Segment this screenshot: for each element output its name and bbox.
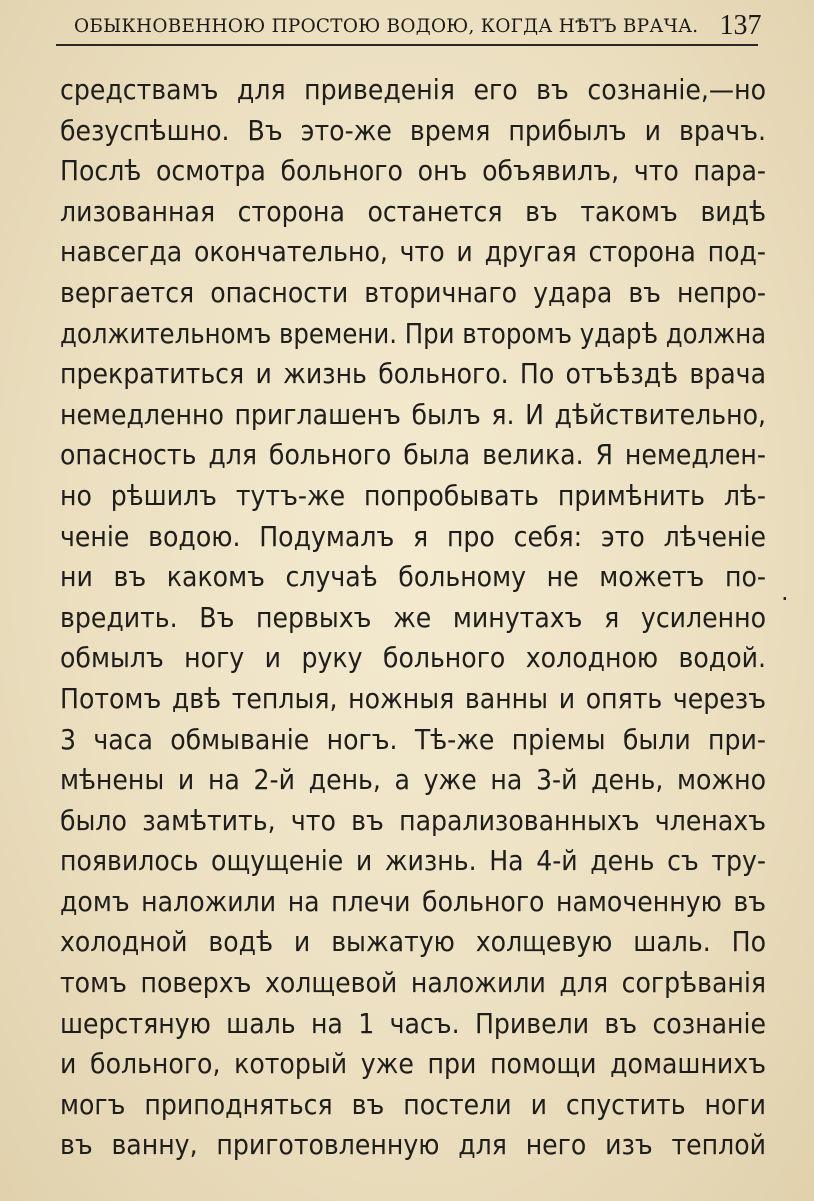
text-line: Потомъ двѣ теплыя, ножныя ванны и опять черезъ xyxy=(60,681,766,715)
text-line: домъ наложили на плечи больного намоченную въ xyxy=(60,884,766,918)
text-line: должительномъ времени. При второмъ ударѣ должна xyxy=(60,316,766,350)
text-line: средствамъ для приведенія его въ сознаніе,—но xyxy=(60,73,766,106)
margin-mark: · xyxy=(781,585,789,613)
text-line: томъ поверхъ холщевой наложили для согрѣванія xyxy=(60,966,766,1000)
text-line: лизованная сторона останется въ такомъ видѣ xyxy=(60,194,766,228)
text-line: безуспѣшно. Въ это-же время прибылъ и врачъ. xyxy=(60,113,766,147)
text-line: могъ приподняться въ постели и спустить ноги xyxy=(60,1087,766,1121)
text-line: ни въ какомъ случаѣ больному не можетъ по- xyxy=(60,560,766,594)
text-line: появилось ощущеніе и жизнь. На 4-й день съ тру- xyxy=(60,844,766,878)
text-line: ченіе водою. Подумалъ я про себя: это лѣченіе xyxy=(60,519,766,553)
text-line: навсегда окончательно, что и другая сторона под- xyxy=(60,235,766,269)
text-line: было замѣтить, что въ парализованныхъ членахъ xyxy=(60,803,766,837)
text-line: но рѣшилъ тутъ-же попробывать примѣнить лѣ- xyxy=(60,478,766,512)
text-line: немедленно приглашенъ былъ я. И дѣйствительно, xyxy=(60,397,766,431)
running-title: ОБЫКНОВЕННОЮ ПРОСТОЮ ВОДОЮ, КОГДА НѢТЪ ВРАЧА. xyxy=(74,15,699,37)
body-text xyxy=(60,70,766,1166)
page-number: 137 xyxy=(719,10,762,41)
text-line: холодной водѣ и выжатую холщевую шаль. По xyxy=(60,925,766,959)
text-line: мѣнены и на 2-й день, а уже на 3-й день, можно xyxy=(60,763,766,797)
text-line: 3 часа обмываніе ногъ. Тѣ-же пріемы были при- xyxy=(60,722,766,756)
text-line: въ ванну, приготовленную для него изъ теплой xyxy=(60,1128,766,1162)
text-line: вредить. Въ первыхъ же минутахъ я усиленно xyxy=(60,600,766,634)
running-head xyxy=(74,6,764,46)
text-line: и больного, который уже при помощи домашнихъ xyxy=(60,1047,766,1081)
text-line: вергается опасности вторичнаго удара въ непро- xyxy=(60,275,766,309)
text-line: опасность для больного была велика. Я немедлен- xyxy=(60,438,766,472)
text-line: прекратиться и жизнь больного. По отъѣздѣ врача xyxy=(60,357,766,391)
header-rule xyxy=(56,44,758,46)
text-line: обмылъ ногу и руку больного холодною водой. xyxy=(60,641,766,675)
text-line: шерстяную шаль на 1 часъ. Привели въ сознаніе xyxy=(60,1006,766,1040)
text-line: Послѣ осмотра больного онъ объявилъ, что пара- xyxy=(60,154,766,188)
